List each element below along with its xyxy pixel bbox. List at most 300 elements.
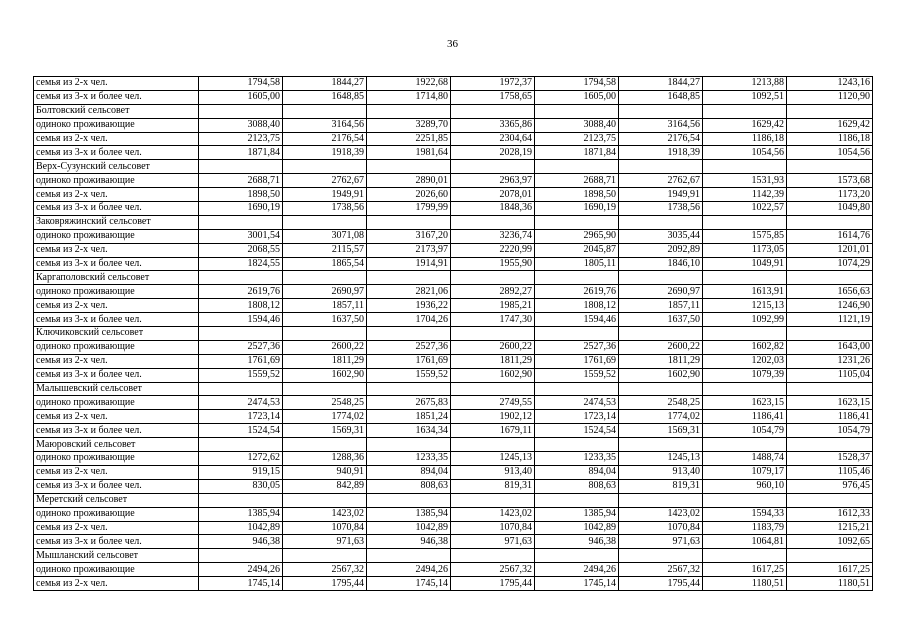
value-cell: [451, 271, 535, 285]
value-cell: 1811,29: [283, 354, 367, 368]
value-cell: 1215,21: [787, 521, 873, 535]
value-cell: 2965,90: [535, 229, 619, 243]
value-cell: 1105,46: [787, 465, 873, 479]
value-cell: 1201,01: [787, 243, 873, 257]
value-cell: [619, 549, 703, 563]
value-cell: 1918,39: [619, 146, 703, 160]
value-cell: [703, 271, 787, 285]
value-cell: 1180,51: [787, 577, 873, 591]
value-cell: [451, 104, 535, 118]
value-cell: [283, 382, 367, 396]
row-label: семья из 2-х чел.: [34, 299, 199, 313]
value-cell: 1637,50: [619, 313, 703, 327]
value-cell: 2028,19: [451, 146, 535, 160]
value-cell: [283, 104, 367, 118]
row-label: семья из 3-х и более чел.: [34, 424, 199, 438]
value-cell: 1704,26: [367, 313, 451, 327]
table-row: [34, 577, 873, 591]
row-label: семья из 3-х и более чел.: [34, 90, 199, 104]
value-cell: 913,40: [451, 465, 535, 479]
table-row: [34, 271, 873, 285]
value-cell: 1844,27: [619, 77, 703, 91]
value-cell: 1142,39: [703, 188, 787, 202]
value-cell: [367, 382, 451, 396]
value-cell: 1524,54: [535, 424, 619, 438]
value-cell: 1918,39: [283, 146, 367, 160]
value-cell: 3001,54: [199, 229, 283, 243]
value-cell: 1794,58: [535, 77, 619, 91]
table-row: [34, 549, 873, 563]
value-cell: 1805,11: [535, 257, 619, 271]
value-cell: 1761,69: [367, 354, 451, 368]
value-cell: 1774,02: [619, 410, 703, 424]
value-cell: [199, 549, 283, 563]
value-cell: 1690,19: [535, 202, 619, 216]
value-cell: 1643,00: [787, 340, 873, 354]
value-cell: 1385,94: [367, 507, 451, 521]
row-label: семья из 2-х чел.: [34, 410, 199, 424]
value-cell: 3289,70: [367, 118, 451, 132]
value-cell: 3088,40: [535, 118, 619, 132]
value-cell: [703, 160, 787, 174]
value-cell: [703, 382, 787, 396]
value-cell: 1738,56: [619, 202, 703, 216]
value-cell: 3164,56: [283, 118, 367, 132]
value-cell: 1602,82: [703, 340, 787, 354]
table-row: [34, 90, 873, 104]
value-cell: 1613,91: [703, 285, 787, 299]
value-cell: [199, 438, 283, 452]
value-cell: 2474,53: [535, 396, 619, 410]
value-cell: 2527,36: [367, 340, 451, 354]
value-cell: 2600,22: [283, 340, 367, 354]
value-cell: [703, 104, 787, 118]
value-cell: 1054,56: [787, 146, 873, 160]
value-cell: 1637,50: [283, 313, 367, 327]
value-cell: 946,38: [199, 535, 283, 549]
value-cell: 2173,97: [367, 243, 451, 257]
value-cell: 1808,12: [199, 299, 283, 313]
value-cell: 1070,84: [451, 521, 535, 535]
row-label: семья из 3-х и более чел.: [34, 479, 199, 493]
value-cell: 3167,20: [367, 229, 451, 243]
value-cell: 1423,02: [283, 507, 367, 521]
value-cell: 1949,91: [283, 188, 367, 202]
value-cell: [619, 382, 703, 396]
value-cell: 1288,36: [283, 452, 367, 466]
value-cell: [283, 493, 367, 507]
table-row: [34, 188, 873, 202]
table-body: [34, 77, 873, 591]
table-row: [34, 479, 873, 493]
value-cell: 1811,29: [451, 354, 535, 368]
value-cell: 1092,99: [703, 313, 787, 327]
value-cell: 1524,54: [199, 424, 283, 438]
value-cell: 2494,26: [367, 563, 451, 577]
value-cell: 2567,32: [619, 563, 703, 577]
value-cell: 1612,33: [787, 507, 873, 521]
value-cell: 1949,91: [619, 188, 703, 202]
value-cell: 1573,68: [787, 174, 873, 188]
value-cell: 2688,71: [535, 174, 619, 188]
value-cell: [703, 493, 787, 507]
value-cell: 1795,44: [451, 577, 535, 591]
row-label: семья из 2-х чел.: [34, 577, 199, 591]
value-cell: 1871,84: [199, 146, 283, 160]
table-row: [34, 327, 873, 341]
value-cell: 1120,90: [787, 90, 873, 104]
value-cell: 2690,97: [619, 285, 703, 299]
value-cell: 1614,76: [787, 229, 873, 243]
value-cell: 1914,91: [367, 257, 451, 271]
value-cell: 2068,55: [199, 243, 283, 257]
value-cell: [619, 160, 703, 174]
tariff-table: [33, 76, 873, 591]
value-cell: [787, 438, 873, 452]
value-cell: 3035,44: [619, 229, 703, 243]
table-row: [34, 299, 873, 313]
value-cell: [367, 549, 451, 563]
value-cell: 1794,58: [199, 77, 283, 91]
value-cell: 2548,25: [619, 396, 703, 410]
value-cell: 1233,35: [535, 452, 619, 466]
value-cell: [199, 215, 283, 229]
row-label: Малышевский сельсовет: [34, 382, 199, 396]
value-cell: 1629,42: [787, 118, 873, 132]
value-cell: 1423,02: [451, 507, 535, 521]
value-cell: 1648,85: [619, 90, 703, 104]
value-cell: 1070,84: [619, 521, 703, 535]
value-cell: [367, 493, 451, 507]
value-cell: 3365,86: [451, 118, 535, 132]
row-label: семья из 2-х чел.: [34, 243, 199, 257]
value-cell: 1871,84: [535, 146, 619, 160]
table-row: [34, 229, 873, 243]
value-cell: 1245,13: [451, 452, 535, 466]
table-row: [34, 202, 873, 216]
value-cell: 1243,16: [787, 77, 873, 91]
table-row: [34, 174, 873, 188]
value-cell: [199, 160, 283, 174]
value-cell: 1231,26: [787, 354, 873, 368]
value-cell: 1761,69: [199, 354, 283, 368]
value-cell: 2749,55: [451, 396, 535, 410]
value-cell: 1723,14: [199, 410, 283, 424]
value-cell: [283, 327, 367, 341]
value-cell: [199, 382, 283, 396]
value-cell: 1423,02: [619, 507, 703, 521]
value-cell: 1758,65: [451, 90, 535, 104]
table-row: [34, 535, 873, 549]
value-cell: 960,10: [703, 479, 787, 493]
value-cell: 1605,00: [199, 90, 283, 104]
value-cell: [199, 271, 283, 285]
value-cell: 2675,83: [367, 396, 451, 410]
value-cell: 1594,46: [535, 313, 619, 327]
value-cell: [535, 493, 619, 507]
table-row: [34, 507, 873, 521]
value-cell: 1559,52: [535, 368, 619, 382]
value-cell: [619, 104, 703, 118]
row-label: одиноко проживающие: [34, 563, 199, 577]
row-label: одиноко проживающие: [34, 229, 199, 243]
value-cell: 971,63: [619, 535, 703, 549]
value-cell: 2567,32: [283, 563, 367, 577]
value-cell: [451, 493, 535, 507]
value-cell: 1690,19: [199, 202, 283, 216]
row-label: Маюровский сельсовет: [34, 438, 199, 452]
value-cell: [535, 438, 619, 452]
value-cell: [199, 104, 283, 118]
value-cell: 1245,13: [619, 452, 703, 466]
value-cell: 1623,15: [703, 396, 787, 410]
value-cell: [619, 438, 703, 452]
value-cell: [619, 327, 703, 341]
value-cell: 1795,44: [283, 577, 367, 591]
value-cell: 1092,51: [703, 90, 787, 104]
value-cell: 1385,94: [199, 507, 283, 521]
value-cell: 1679,11: [451, 424, 535, 438]
value-cell: 3071,08: [283, 229, 367, 243]
value-cell: 1528,37: [787, 452, 873, 466]
value-cell: 894,04: [535, 465, 619, 479]
value-cell: [367, 215, 451, 229]
value-cell: [619, 215, 703, 229]
table-row: [34, 563, 873, 577]
value-cell: [199, 493, 283, 507]
value-cell: 1233,35: [367, 452, 451, 466]
value-cell: 1857,11: [619, 299, 703, 313]
value-cell: 2567,32: [451, 563, 535, 577]
row-label: семья из 3-х и более чел.: [34, 368, 199, 382]
page-number: 36: [447, 38, 458, 50]
value-cell: [535, 327, 619, 341]
value-cell: 1049,80: [787, 202, 873, 216]
value-cell: 1922,68: [367, 77, 451, 91]
value-cell: 1064,81: [703, 535, 787, 549]
value-cell: [703, 215, 787, 229]
value-cell: 2892,27: [451, 285, 535, 299]
row-label: одиноко проживающие: [34, 285, 199, 299]
value-cell: 1714,80: [367, 90, 451, 104]
value-cell: 1985,21: [451, 299, 535, 313]
value-cell: [451, 438, 535, 452]
value-cell: 1054,56: [703, 146, 787, 160]
value-cell: [787, 271, 873, 285]
value-cell: 1213,88: [703, 77, 787, 91]
table-row: [34, 410, 873, 424]
value-cell: 1851,24: [367, 410, 451, 424]
value-cell: 1575,85: [703, 229, 787, 243]
value-cell: 2123,75: [199, 132, 283, 146]
value-cell: 1559,52: [199, 368, 283, 382]
row-label: семья из 2-х чел.: [34, 188, 199, 202]
value-cell: [283, 271, 367, 285]
value-cell: [787, 215, 873, 229]
value-cell: 1824,55: [199, 257, 283, 271]
value-cell: 946,38: [535, 535, 619, 549]
value-cell: 1629,42: [703, 118, 787, 132]
value-cell: 1972,37: [451, 77, 535, 91]
value-cell: [367, 160, 451, 174]
value-cell: 1569,31: [283, 424, 367, 438]
value-cell: [535, 382, 619, 396]
value-cell: [535, 160, 619, 174]
value-cell: 830,05: [199, 479, 283, 493]
value-cell: 3088,40: [199, 118, 283, 132]
value-cell: 1795,44: [619, 577, 703, 591]
value-cell: 2527,36: [535, 340, 619, 354]
value-cell: [619, 271, 703, 285]
value-cell: [787, 104, 873, 118]
value-cell: 1808,12: [535, 299, 619, 313]
value-cell: 1488,74: [703, 452, 787, 466]
value-cell: 894,04: [367, 465, 451, 479]
value-cell: 3164,56: [619, 118, 703, 132]
value-cell: [787, 549, 873, 563]
row-label: семья из 3-х и более чел.: [34, 202, 199, 216]
value-cell: 1173,20: [787, 188, 873, 202]
value-cell: 2304,64: [451, 132, 535, 146]
value-cell: [787, 493, 873, 507]
value-cell: [787, 327, 873, 341]
table-row: [34, 146, 873, 160]
table-row: [34, 354, 873, 368]
value-cell: [703, 327, 787, 341]
value-cell: 1617,25: [703, 563, 787, 577]
value-cell: 1602,90: [283, 368, 367, 382]
value-cell: 1811,29: [619, 354, 703, 368]
value-cell: 1042,89: [199, 521, 283, 535]
value-cell: 1042,89: [535, 521, 619, 535]
row-label: Каргаполовский сельсовет: [34, 271, 199, 285]
value-cell: 1857,11: [283, 299, 367, 313]
value-cell: 2548,25: [283, 396, 367, 410]
value-cell: 1844,27: [283, 77, 367, 91]
value-cell: 2821,06: [367, 285, 451, 299]
value-cell: [367, 271, 451, 285]
value-cell: 1079,17: [703, 465, 787, 479]
value-cell: 808,63: [535, 479, 619, 493]
value-cell: 1186,41: [787, 410, 873, 424]
value-cell: 1648,85: [283, 90, 367, 104]
value-cell: 1848,36: [451, 202, 535, 216]
row-label: Болтовский сельсовет: [34, 104, 199, 118]
table-row: [34, 424, 873, 438]
table-row: [34, 104, 873, 118]
value-cell: 1955,90: [451, 257, 535, 271]
value-cell: 1531,93: [703, 174, 787, 188]
value-cell: 1022,57: [703, 202, 787, 216]
value-cell: [535, 271, 619, 285]
row-label: одиноко проживающие: [34, 396, 199, 410]
value-cell: 1634,34: [367, 424, 451, 438]
value-cell: 1074,29: [787, 257, 873, 271]
table-row: [34, 340, 873, 354]
value-cell: [451, 382, 535, 396]
value-cell: 1049,91: [703, 257, 787, 271]
value-cell: 1761,69: [535, 354, 619, 368]
value-cell: 1745,14: [367, 577, 451, 591]
value-cell: 1799,99: [367, 202, 451, 216]
value-cell: 1745,14: [535, 577, 619, 591]
value-cell: 2963,97: [451, 174, 535, 188]
value-cell: 2045,87: [535, 243, 619, 257]
value-cell: 1173,05: [703, 243, 787, 257]
value-cell: [703, 549, 787, 563]
table-row: [34, 465, 873, 479]
value-cell: [451, 160, 535, 174]
table-row: [34, 382, 873, 396]
row-label: семья из 3-х и более чел.: [34, 313, 199, 327]
value-cell: 2078,01: [451, 188, 535, 202]
value-cell: [283, 549, 367, 563]
value-cell: [367, 327, 451, 341]
value-cell: [451, 215, 535, 229]
value-cell: 1186,18: [703, 132, 787, 146]
value-cell: 1656,63: [787, 285, 873, 299]
value-cell: 1385,94: [535, 507, 619, 521]
row-label: Верх-Сузунский сельсовет: [34, 160, 199, 174]
value-cell: 819,31: [619, 479, 703, 493]
value-cell: 2026,60: [367, 188, 451, 202]
value-cell: 2688,71: [199, 174, 283, 188]
value-cell: 2600,22: [619, 340, 703, 354]
value-cell: 971,63: [283, 535, 367, 549]
value-cell: 1594,46: [199, 313, 283, 327]
value-cell: 808,63: [367, 479, 451, 493]
row-label: семья из 3-х и более чел.: [34, 257, 199, 271]
value-cell: 940,91: [283, 465, 367, 479]
value-cell: [619, 493, 703, 507]
table-row: [34, 396, 873, 410]
value-cell: 3236,74: [451, 229, 535, 243]
value-cell: 1246,90: [787, 299, 873, 313]
value-cell: 819,31: [451, 479, 535, 493]
table-row: [34, 285, 873, 299]
value-cell: [283, 215, 367, 229]
value-cell: 2619,76: [199, 285, 283, 299]
value-cell: 1092,65: [787, 535, 873, 549]
value-cell: [535, 549, 619, 563]
value-cell: [787, 160, 873, 174]
value-cell: 971,63: [451, 535, 535, 549]
row-label: одиноко проживающие: [34, 452, 199, 466]
value-cell: 1898,50: [535, 188, 619, 202]
row-label: семья из 3-х и более чел.: [34, 535, 199, 549]
value-cell: 2600,22: [451, 340, 535, 354]
value-cell: 1186,18: [787, 132, 873, 146]
value-cell: 2176,54: [283, 132, 367, 146]
value-cell: 1186,41: [703, 410, 787, 424]
table-row: [34, 118, 873, 132]
table-row: [34, 313, 873, 327]
value-cell: 2115,57: [283, 243, 367, 257]
value-cell: 1042,89: [367, 521, 451, 535]
row-label: одиноко проживающие: [34, 507, 199, 521]
value-cell: 1747,30: [451, 313, 535, 327]
value-cell: 2619,76: [535, 285, 619, 299]
value-cell: 2890,01: [367, 174, 451, 188]
value-cell: 1723,14: [535, 410, 619, 424]
table-row: [34, 77, 873, 91]
row-label: одиноко проживающие: [34, 118, 199, 132]
value-cell: 2220,99: [451, 243, 535, 257]
value-cell: 1594,33: [703, 507, 787, 521]
value-cell: [535, 215, 619, 229]
value-cell: 976,45: [787, 479, 873, 493]
value-cell: 2251,85: [367, 132, 451, 146]
